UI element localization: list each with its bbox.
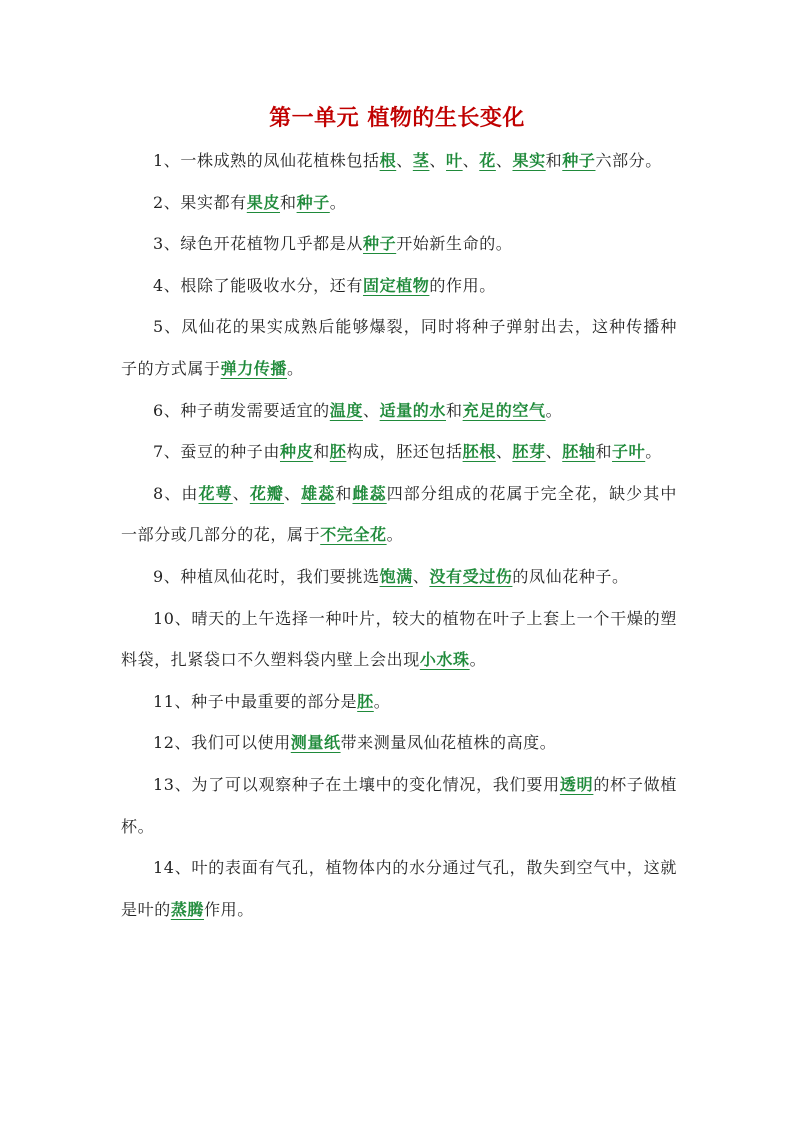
question-item xyxy=(121,681,677,723)
answer-text: 花瓣 xyxy=(249,483,285,503)
question-text: 和 xyxy=(313,442,330,462)
answer-text: 根 xyxy=(379,151,397,170)
answer-text: 雌蕊 xyxy=(352,483,387,503)
answer-text: 种皮 xyxy=(279,442,314,462)
question-item xyxy=(121,764,677,847)
question-text: 11、种子中最重要的部分是 xyxy=(153,691,358,711)
question-text: 、 xyxy=(495,442,513,462)
question-text: 、 xyxy=(545,442,563,462)
question-text: 6、种子萌发需要适宜的 xyxy=(153,400,330,420)
question-item xyxy=(121,847,677,930)
question-text: 的杯子做植杯。 xyxy=(121,774,677,836)
answer-text: 温度 xyxy=(329,400,363,420)
question-item xyxy=(121,598,677,681)
question-text: 14、叶的表面有气孔，植物体内的水分通过气孔，散失到空气中，这就是叶的 xyxy=(121,858,677,919)
answer-text: 果实 xyxy=(512,151,546,170)
answer-text: 蒸腾 xyxy=(170,899,205,919)
question-text: 、 xyxy=(429,151,447,170)
answer-text: 胚根 xyxy=(462,442,496,462)
question-text: 和 xyxy=(545,151,563,170)
answer-text: 花萼 xyxy=(198,483,233,503)
question-text: 。 xyxy=(373,691,391,711)
answer-text: 胚 xyxy=(357,691,374,711)
answer-text: 饱满 xyxy=(379,566,413,586)
answer-text: 适量的水 xyxy=(379,400,446,420)
question-text: 、 xyxy=(412,566,430,586)
answer-text: 没有受过伤 xyxy=(429,566,513,586)
question-text: 、 xyxy=(284,483,302,503)
question-item xyxy=(121,722,677,764)
question-item xyxy=(121,182,677,224)
question-item xyxy=(121,473,677,556)
answer-text: 花 xyxy=(479,151,496,170)
question-text: 的作用。 xyxy=(429,275,496,295)
question-text: 8、由 xyxy=(153,483,199,503)
question-text: 、 xyxy=(495,151,513,170)
question-text: 。 xyxy=(287,358,304,378)
question-text: 5、凤仙花的果实成熟后能够爆裂，同时将种子弹射出去，这种传播种子的方式属于 xyxy=(121,317,677,378)
answer-text: 测量纸 xyxy=(290,733,341,753)
question-text: 12、我们可以使用 xyxy=(153,733,291,753)
question-item xyxy=(121,223,677,265)
answer-text: 小水珠 xyxy=(419,650,470,670)
answer-text: 种子 xyxy=(562,151,596,170)
answer-text: 子叶 xyxy=(612,442,646,462)
answer-text: 雄蕊 xyxy=(301,483,336,503)
question-text: 开始新生命的。 xyxy=(396,234,513,254)
question-text: 带来测量凤仙花植株的高度。 xyxy=(340,733,557,753)
question-text: 、 xyxy=(462,151,480,170)
question-text: 六部分。 xyxy=(595,151,662,170)
answer-text: 果皮 xyxy=(246,192,280,212)
answer-text: 弹力传播 xyxy=(220,358,288,378)
answer-text: 充足的空气 xyxy=(462,400,546,420)
answer-text: 胚 xyxy=(329,442,347,462)
answer-text: 胚轴 xyxy=(562,442,596,462)
question-text: 1、一株成熟的凤仙花植株包括 xyxy=(153,151,380,170)
question-text: 7、蚕豆的种子由 xyxy=(153,442,280,462)
answer-text: 固定植物 xyxy=(362,275,430,295)
question-text: 作用。 xyxy=(204,899,254,919)
question-item xyxy=(121,556,677,598)
question-text: 4、根除了能吸收水分，还有 xyxy=(153,275,363,295)
question-text: 、 xyxy=(232,483,250,503)
question-text: 。 xyxy=(386,525,404,545)
question-text: 2、果实都有 xyxy=(153,192,247,212)
answer-text: 不完全花 xyxy=(320,525,387,545)
answer-text: 种子 xyxy=(362,234,397,254)
question-list xyxy=(121,140,677,930)
answer-text: 胚芽 xyxy=(512,442,546,462)
question-text: 。 xyxy=(545,400,563,420)
question-text: 9、种植凤仙花时，我们要挑选 xyxy=(153,566,380,586)
question-text: 、 xyxy=(396,151,413,170)
question-item xyxy=(121,265,677,307)
question-text: 和 xyxy=(446,400,463,420)
question-item xyxy=(121,140,677,182)
question-text: 和 xyxy=(279,192,297,212)
question-text: 四部分组成的花属于完全花，缺少其中一部分或几部分的花，属于 xyxy=(121,483,677,545)
question-text: 、 xyxy=(362,400,380,420)
question-text: 10、晴天的上午选择一种叶片，较大的植物在叶子上套上一个干燥的塑料袋，扎紧袋口不久塑料袋内壁上会出现 xyxy=(121,608,677,670)
answer-text: 透明 xyxy=(559,774,594,794)
answer-text: 叶 xyxy=(446,151,463,170)
answer-text: 种子 xyxy=(296,192,330,212)
question-text: 和 xyxy=(335,483,353,503)
page-title: 第一单元 植物的生长变化 xyxy=(269,105,525,131)
question-text: 。 xyxy=(645,442,662,462)
question-text: 的凤仙花种子。 xyxy=(512,566,629,586)
question-item xyxy=(121,431,677,473)
question-text: 13、为了可以观察种子在土壤中的变化情况，我们要用 xyxy=(153,774,560,794)
question-item xyxy=(121,306,677,389)
question-text: 3、绿色开花植物几乎都是从 xyxy=(153,234,363,254)
answer-text: 茎 xyxy=(412,151,430,170)
question-text: 构成，胚还包括 xyxy=(346,442,463,462)
question-item xyxy=(121,390,677,432)
question-text: 和 xyxy=(595,442,613,462)
question-text: 。 xyxy=(469,650,487,670)
question-text: 。 xyxy=(329,192,347,212)
